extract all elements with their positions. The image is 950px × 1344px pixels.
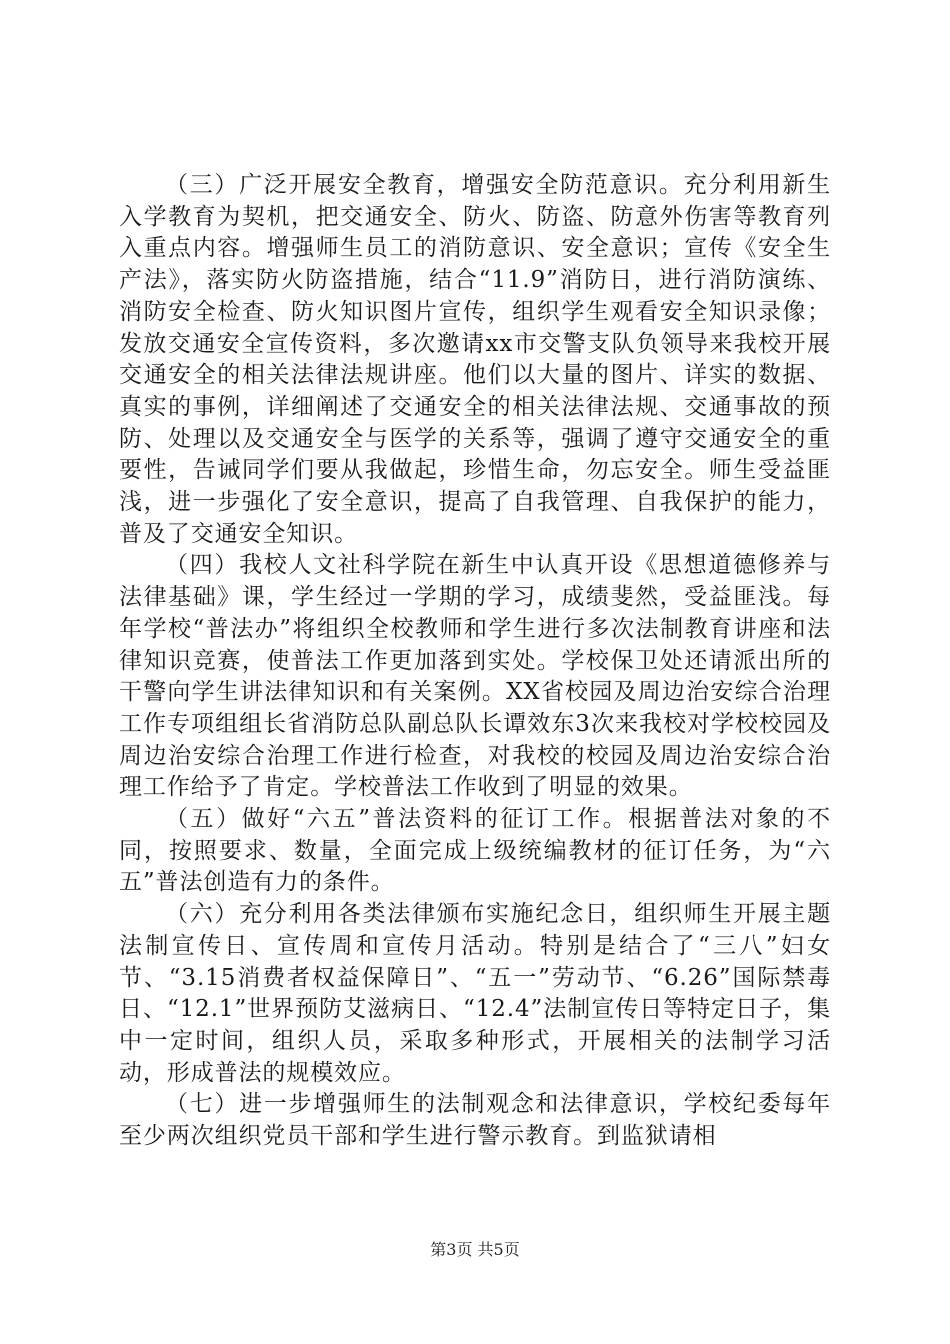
paragraph-4: （四）我校人文社科学院在新生中认真开设《思想道德修养与法律基础》课，学生经过一学期的学习，成绩斐然，受益匪浅。每年学校“普法办”将组织全校教师和学生进行多次法制教育讲座和法律知识竞赛，使普法工作更加落到实处。学校保卫处还请派出所的干警向学生讲法律知识和有关案例。XX省校园及周边治安综合治理工作专项组组长省消防总队副总队长谭效东3次来我校对学校校园及周边治安综合治理工作进行检查，对我校的校园及周边治安综合治理工作给予了肯定。学校普法工作收到了明显的效果。 (119, 552, 831, 801)
paragraph-5: （五）做好“六五”普法资料的征订工作。根据普法对象的不同，按照要求、数量，全面完成上级统编教材的征订任务，为“六五”普法创造有力的条件。 (119, 806, 831, 896)
paragraph-6: （六）充分利用各类法律颁布实施纪念日，组织师生开展主题法制宣传日、宣传周和宣传月活动。特别是结合了“三八”妇女节、“3.15消费者权益保障日”、“五一”劳动节、“6.26”国际禁毒日、“12.1”世界预防艾滋病日、“12.4”法制宣传日等特定日子，集中一定时间，组织人员，采取多种形式，开展相关的法制学习活动，形成普法的规模效应。 (119, 901, 831, 1086)
paragraph-3: （三）广泛开展安全教育，增强安全防范意识。充分利用新生入学教育为契机，把交通安全、防火、防盗、防意外伤害等教育列入重点内容。增强师生员工的消防意识、安全意识；宣传《安全生产法》，落实防火防盗措施，结合“11.9”消防日，进行消防演练、消防安全检查、防火知识图片宣传，组织学生观看安全知识录像；发放交通安全宣传资料，多次邀请xx市交警支队负领导来我校开展交通安全的相关法律法规讲座。他们以大量的图片、详实的数据、真实的事例，详细阐述了交通安全的相关法律法规、交通事故的预防、处理以及交通安全与医学的关系等，强调了遵守交通安全的重要性，告诫同学们要从我做起，珍惜生命，勿忘安全。师生受益匪浅，进一步强化了安全意识，提高了自我管理、自我保护的能力，普及了交通安全知识。 (119, 172, 831, 547)
page-number: 第3页 共5页 (430, 1240, 520, 1259)
paragraph-7: （七）进一步增强师生的法制观念和法律意识，学校纪委每年至少两次组织党员干部和学生进行警示教育。到监狱请相 (119, 1091, 831, 1150)
document-body (119, 170, 831, 1153)
page-footer (0, 1240, 950, 1260)
